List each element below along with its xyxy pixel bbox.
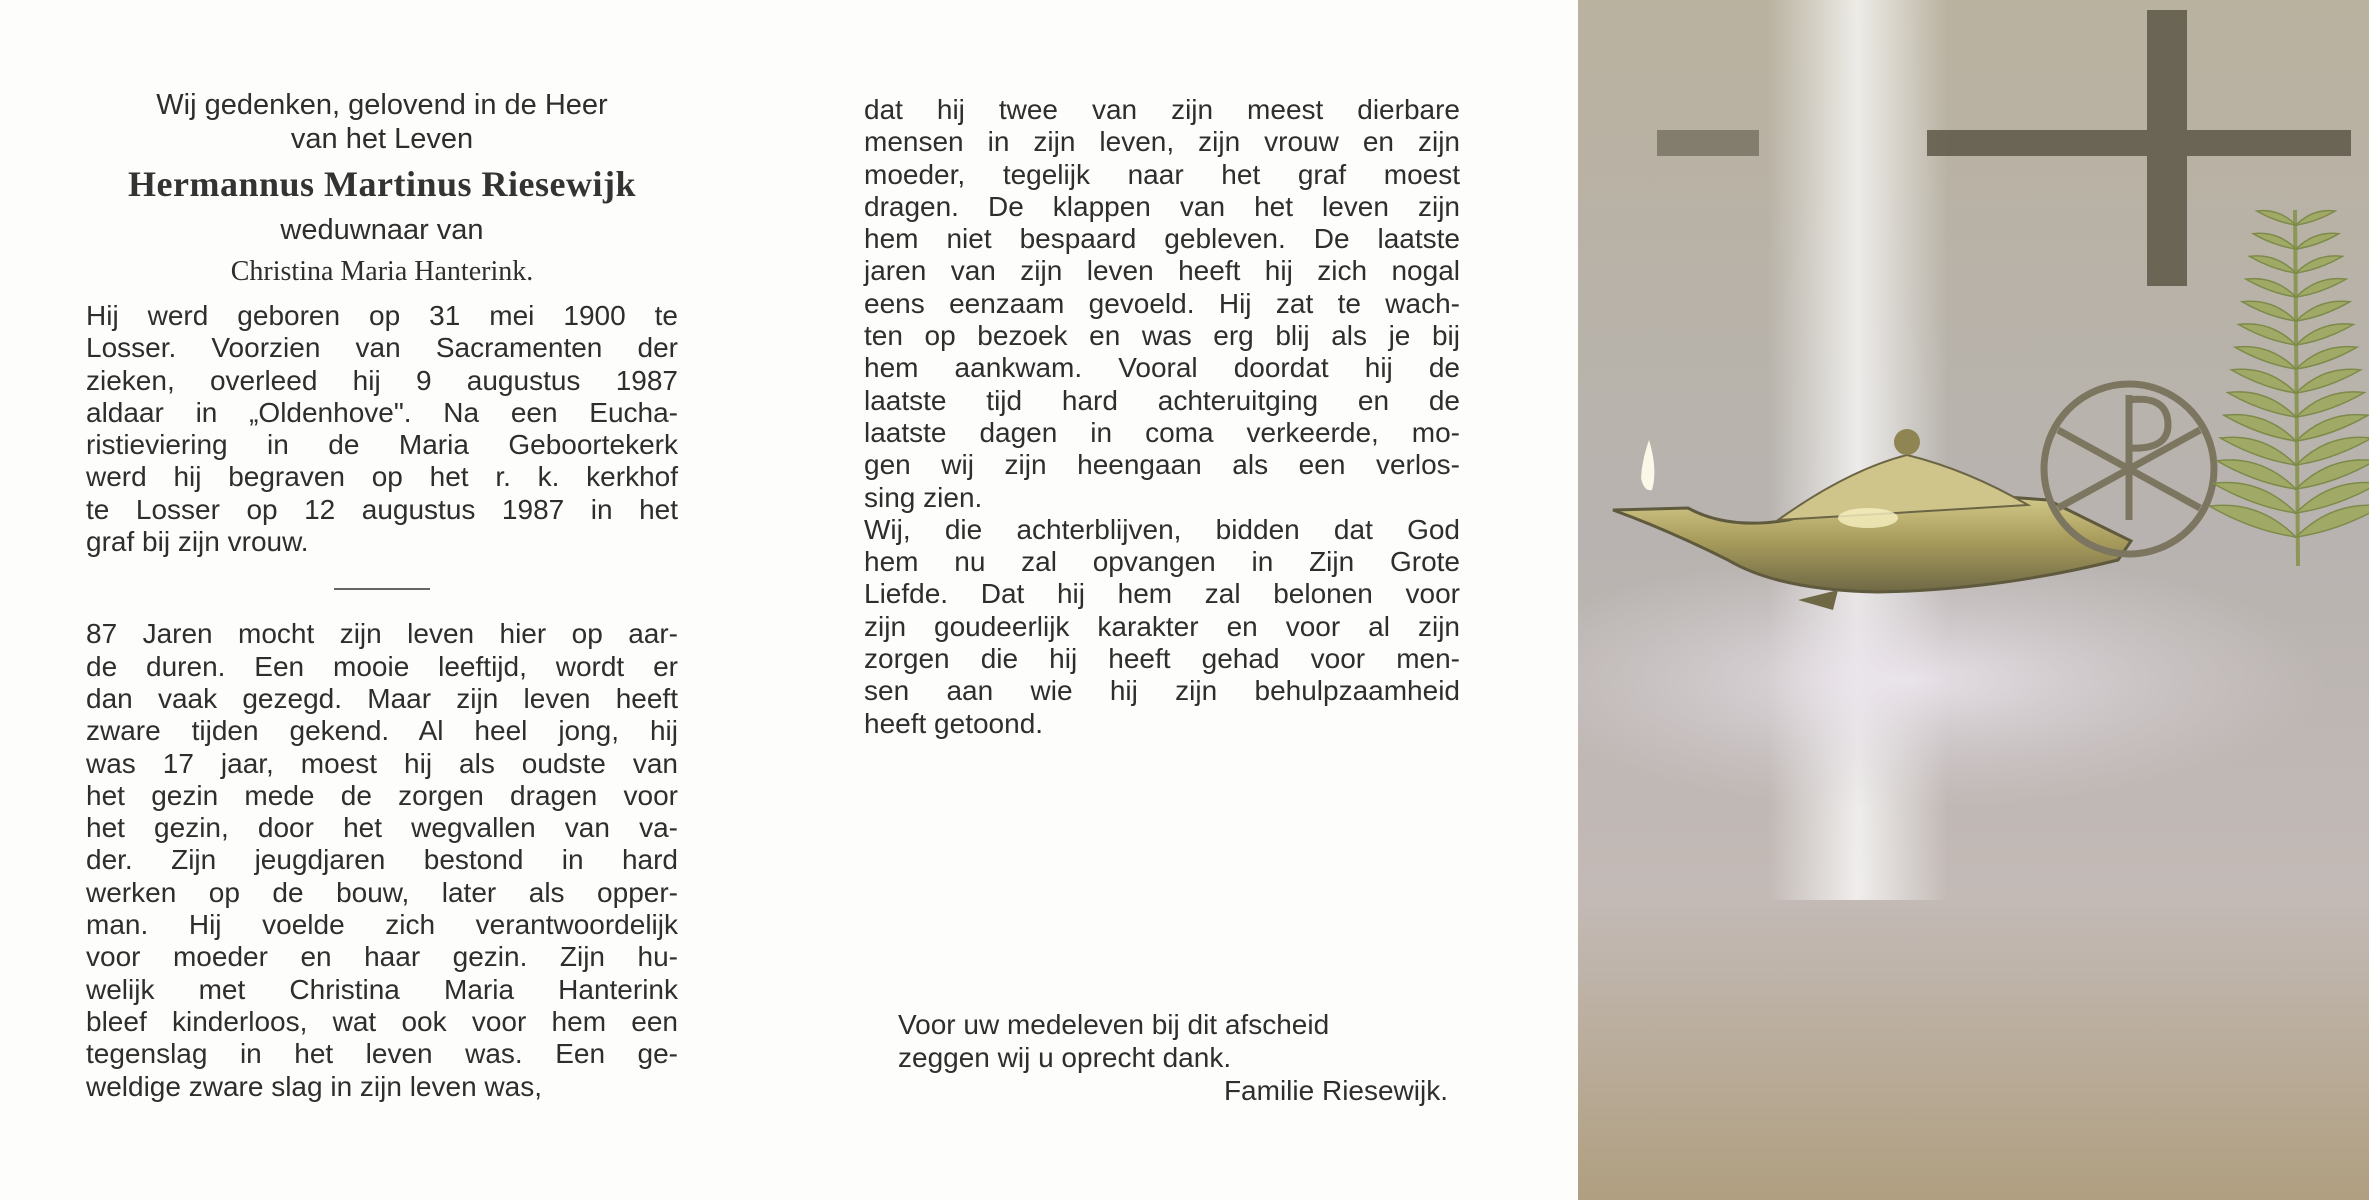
text-line: der. Zijn jeugdjaren bestond in hard (86, 844, 678, 876)
text-line: werd hij begraven op het r. k. kerkhof (86, 461, 678, 493)
text-line: Wij, die achterblijven, bidden dat God (864, 513, 1460, 545)
text-line: Losser. Voorzien van Sacramenten der (86, 332, 678, 364)
text-line: bleef kinderloos, wat ook voor hem een (86, 1005, 678, 1037)
text-line: ristieviering in de Maria Geboortekerk (86, 429, 678, 461)
thanks-line: zeggen wij u oprecht dank. (898, 1042, 1232, 1073)
relation-label: weduwnaar van (280, 214, 484, 246)
text-line: voor moeder en haar gezin. Zijn hu- (86, 941, 678, 973)
text-line: dat hij twee van zijn meest dierbare (864, 94, 1460, 125)
text-line: man. Hij voelde zich verantwoordelijk (86, 909, 678, 941)
text-line: de duren. Een mooie leeftijd, wordt er (86, 650, 678, 682)
text-line: graf bij zijn vrouw. (86, 526, 309, 558)
family-signature: Familie Riesewijk. (1223, 1075, 1448, 1106)
text-line: Hij werd geboren op 31 mei 1900 te (86, 300, 678, 331)
text-line: zieken, overleed hij 9 augustus 1987 (86, 364, 678, 396)
text-line: hem nu zal opvangen in Zijn Grote (864, 546, 1460, 578)
text-line: welijk met Christina Maria Hanterink (86, 973, 678, 1005)
text-line: was 17 jaar, moest hij als oudste van (86, 747, 678, 779)
left-column (86, 88, 678, 1103)
text-line: dan vaak gezegd. Maar zijn leven heeft (86, 682, 678, 714)
text-line: zijn goudeerlijk karakter en voor al zijn (864, 610, 1460, 642)
text-line: sing zien. (864, 481, 983, 513)
text-line: sen aan wie hij zijn behulpzaamheid (864, 675, 1460, 707)
text-line: hem aankwam. Vooral doordat hij de (864, 352, 1460, 384)
text-line: te Losser op 12 augustus 1987 in het (86, 493, 678, 525)
text-line: het gezin mede de zorgen dragen voor (86, 779, 678, 811)
text-line: mensen in zijn leven, zijn vrouw en zijn (864, 126, 1460, 158)
text-line: jaren van zijn leven heeft hij zich nogal (864, 255, 1460, 287)
prayer-paragraph (864, 514, 1460, 740)
intro-line: van het Leven (290, 123, 474, 155)
text-line: dragen. De klappen van het leven zijn (864, 190, 1460, 222)
thanks-line: Voor uw medeleven bij dit afscheid (898, 1009, 1330, 1040)
divider (334, 588, 430, 590)
text-line: weldige zware slag in zijn leven was, (86, 1070, 542, 1102)
text-line: 87 Jaren mocht zijn leven hier op aar- (86, 618, 678, 650)
text-line: moeder, tegelijk naar het graf moest (864, 158, 1460, 190)
text-line: heeft getoond. (864, 707, 1044, 739)
spouse-name: Christina Maria Hanterink. (230, 256, 534, 287)
text-line: laatste tijd hard achteruitging en de (864, 384, 1460, 416)
life-paragraph-continued (864, 94, 1460, 514)
text-line: eens eenzaam gevoeld. Hij zat te wach- (864, 287, 1460, 319)
text-line: ten op bezoek en was erg blij als je bij (864, 320, 1460, 352)
text-line: laatste dagen in coma verkeerde, mo- (864, 416, 1460, 448)
devotional-painting (1578, 0, 2369, 1200)
text-line: tegenslag in het leven was. Een ge- (86, 1038, 678, 1070)
text-line: werken op de bouw, later als opper- (86, 876, 678, 908)
text-line: het gezin, door het wegvallen van va- (86, 812, 678, 844)
text-line: zorgen die hij heeft gehad voor men- (864, 643, 1460, 675)
intro-line: Wij gedenken, gelovend in de Heer (156, 89, 608, 121)
thanks-block (898, 1008, 1448, 1107)
text-line: Liefde. Dat hij hem zal belonen voor (864, 578, 1460, 610)
text-line: aldaar in „Oldenhove". Na een Eucha- (86, 396, 678, 428)
text-line: hem niet bespaard gebleven. De laatste (864, 223, 1460, 255)
right-column (864, 94, 1460, 740)
life-paragraph (86, 618, 678, 1102)
text-line: zware tijden gekend. Al heel jong, hij (86, 715, 678, 747)
text-line: gen wij zijn heengaan als een verlos- (864, 449, 1460, 481)
deceased-name: Hermannus Martinus Riesewijk (128, 164, 636, 204)
biography-paragraph (86, 300, 678, 558)
